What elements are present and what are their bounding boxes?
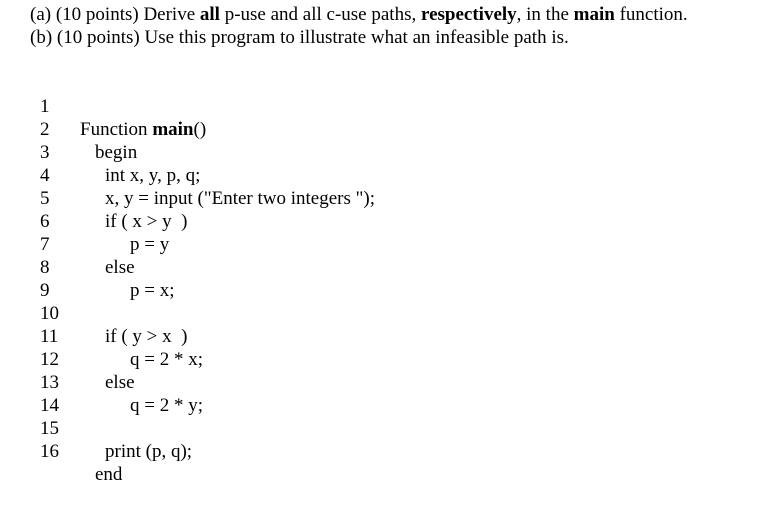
code-text: else [105, 372, 135, 393]
question-a-bold-main: main [573, 4, 615, 25]
line-number: 5 [40, 188, 50, 209]
question-a-bold-respectively: respectively [420, 4, 517, 25]
line-number: 16 [40, 441, 59, 462]
code-text: q = 2 * y; [130, 395, 203, 416]
code-text: begin [95, 142, 138, 163]
code-text: end [95, 464, 123, 485]
line-number: 4 [40, 165, 50, 186]
code-text: else [105, 257, 135, 278]
code-text: p = x; [130, 280, 175, 301]
line-number: 15 [40, 418, 59, 439]
code-text: p = y [130, 234, 170, 255]
question-a-bold-all: all [199, 4, 220, 25]
code-text: print (p, q); [105, 441, 193, 462]
line-number: 13 [40, 372, 59, 393]
line-number: 11 [40, 326, 59, 347]
question-a-text: function. [614, 4, 688, 25]
question-a-text: (a) (10 points) Derive [30, 4, 200, 25]
code-text: q = 2 * x; [130, 349, 203, 370]
code-text: int x, y, p, q; [105, 165, 201, 186]
line-number: 3 [40, 142, 50, 163]
line-number: 9 [40, 280, 50, 301]
question-b: (b) (10 points) Use this program to illustrate what an infeasible path is. [30, 27, 569, 48]
line-number: 10 [40, 303, 59, 324]
question-a [30, 4, 688, 26]
code-text: if ( y > x ) [105, 326, 188, 347]
line-number: 2 [40, 119, 50, 140]
code-line [0, 72, 781, 140]
line-number: 8 [40, 257, 50, 278]
line-number: 1 [40, 96, 50, 117]
line-number: 12 [40, 349, 59, 370]
line-number: 7 [40, 234, 50, 255]
line-number: 6 [40, 211, 50, 232]
line-number: 14 [40, 395, 59, 416]
question-a-text: p-use and all c-use paths, [219, 4, 421, 25]
function-name: main [152, 119, 194, 140]
code-text: Function main() [80, 119, 207, 140]
code-text: x, y = input ("Enter two integers "); [105, 188, 376, 209]
question-a-text: , in the [516, 4, 574, 25]
code-text: if ( x > y ) [105, 211, 188, 232]
